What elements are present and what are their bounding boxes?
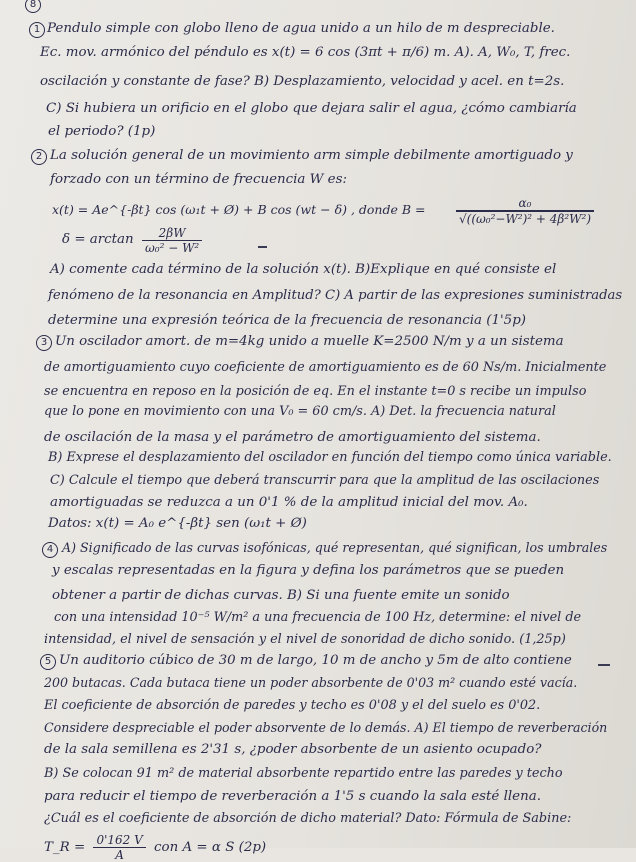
q1-line-1: Pendulo simple con globo lleno de agua unido a un hilo de m despreciable. [47, 21, 555, 36]
sabine-formula [44, 833, 266, 862]
q4-line-1: A) Significado de las curvas isofónicas, qué representan, qué significan, los umbrales [62, 540, 608, 555]
q4-line-3: obtener a partir de dichas curvas. B) Si una fuente emite un sonido [52, 588, 510, 603]
tr-label: T_R = [44, 840, 86, 855]
delta-numerator: 2βW [142, 226, 202, 241]
question-number-2: 2 [31, 149, 47, 165]
tr-numerator: 0'162 V [93, 833, 145, 848]
q4-line-4: con una intensidad 10⁻⁵ W/m² a una frecuencia de 100 Hz, determine: el nivel de [54, 610, 582, 625]
q5-line-7: para reducir el tiempo de reverberación a 1'5 s cuando la sala esté llena. [44, 789, 541, 804]
q1-line-4: C) Si hubiera un orificio en el globo que dejara salir el agua, ¿cómo cambiaría [46, 101, 577, 116]
q4-line-5: intensidad, el nivel de sensación y el nivel de sonoridad de dicho sonido. (1,25p) [44, 632, 566, 647]
tr-denominator: A [115, 848, 124, 862]
q5-line-3: El coeficiente de absorción de paredes y techo es 0'08 y el del suelo es 0'02. [44, 698, 541, 713]
q3-line-2: de amortiguamiento cuyo coeficiente de amortiguamiento es de 60 Ns/m. Inicialmente [44, 360, 607, 375]
q4-line-2: y escalas representadas en la figura y defina los parámetros que se pueden [52, 563, 565, 578]
q3-line-3: se encuentra en reposo en la posición de eq. En el instante t=0 s recibe un impulso [44, 384, 587, 399]
q5-line-8: ¿Cuál es el coeficiente de absorción de dicho material? Dato: Fórmula de Sabine: [44, 811, 572, 826]
q2-line-5: determine una expresión teórica de la frecuencia de resonancia (1'5p) [48, 313, 526, 328]
question-number-3: 3 [36, 335, 52, 351]
q3-line-7: C) Calcule el tiempo que deberá transcurrir para que la amplitud de las oscilaciones [50, 473, 600, 488]
q1-line-5: el periodo? (1p) [48, 124, 156, 139]
B-denominator: √((ω₀²−W²)² + 4β²W²) [456, 211, 594, 226]
question-number-4: 4 [42, 542, 58, 558]
q5-line-4: Considere despreciable el poder absorvente de lo demás. A) El tiempo de reverberación [44, 720, 608, 735]
q2-general-solution: x(t) = Ae^{-βt} cos (ω₁t + Ø) + B cos (wt − δ) , donde B = [52, 202, 426, 217]
q5-line-2: 200 butacas. Cada butaca tiene un poder absorbente de 0'03 m² cuando esté vacía. [44, 675, 578, 690]
question-number-1: 1 [29, 22, 45, 38]
q2-delta-fraction [138, 226, 206, 255]
q3-line-1: Un oscilador amort. de m=4kg unido a muelle K=2500 N/m y a un sistema [55, 334, 564, 349]
q2-line-3: A) comente cada término de la solución x(t). B)Explique en qué consiste el [50, 262, 557, 277]
B-numerator: α₀ [456, 196, 594, 211]
question-number-5: 5 [40, 654, 56, 670]
q2-line-2: forzado con un término de frecuencia W es: [50, 172, 347, 187]
q2-line-1: La solución general de un movimiento arm simple debilmente amortiguado y [50, 148, 573, 163]
q3-line-6: B) Exprese el desplazamiento del oscilador en función del tiempo como única variable. [48, 450, 612, 465]
delta-denominator: ω₀² − W² [145, 241, 200, 255]
q5-line-6: B) Se colocan 91 m² de material absorbente repartido entre las paredes y techo [44, 766, 563, 781]
q3-line-4: que lo pone en movimiento con una V₀ = 60 cm/s. A) Det. la frecuencia natural [44, 404, 556, 419]
q2-delta-label: δ = arctan [62, 232, 134, 247]
q3-data: Datos: x(t) = A₀ e^{-βt} sen (ω₁t + Ø) [48, 516, 307, 531]
stray-mark [258, 246, 267, 248]
margin-dash [598, 664, 610, 666]
q2-B-fraction [452, 196, 598, 226]
q5-line-5: de la sala semillena es 2'31 s, ¿poder absorbente de un asiento ocupado? [44, 742, 542, 757]
q1-line-2: Ec. mov. armónico del péndulo es x(t) = 6 cos (3πt + π/6) m. A). A, W₀, T, frec. [40, 45, 571, 60]
q3-line-8: amortiguadas se reduzca a un 0'1 % de la amplitud inicial del mov. A₀. [50, 495, 528, 510]
q5-line-1: Un auditorio cúbico de 30 m de largo, 10 m de ancho y 5m de alto contiene [59, 653, 572, 668]
sabine-tail: con A = α S (2p) [154, 840, 267, 855]
q1-line-3: oscilación y constante de fase? B) Desplazamiento, velocidad y acel. en t=2s. [40, 74, 565, 89]
q3-line-5: de oscilación de la masa y el parámetro de amortiguamiento del sistema. [44, 430, 541, 445]
page-corner-mark: 8 [25, 0, 41, 13]
q2-line-4: fenómeno de la resonancia en Amplitud? C) A partir de las expresiones suministradas [48, 288, 623, 303]
